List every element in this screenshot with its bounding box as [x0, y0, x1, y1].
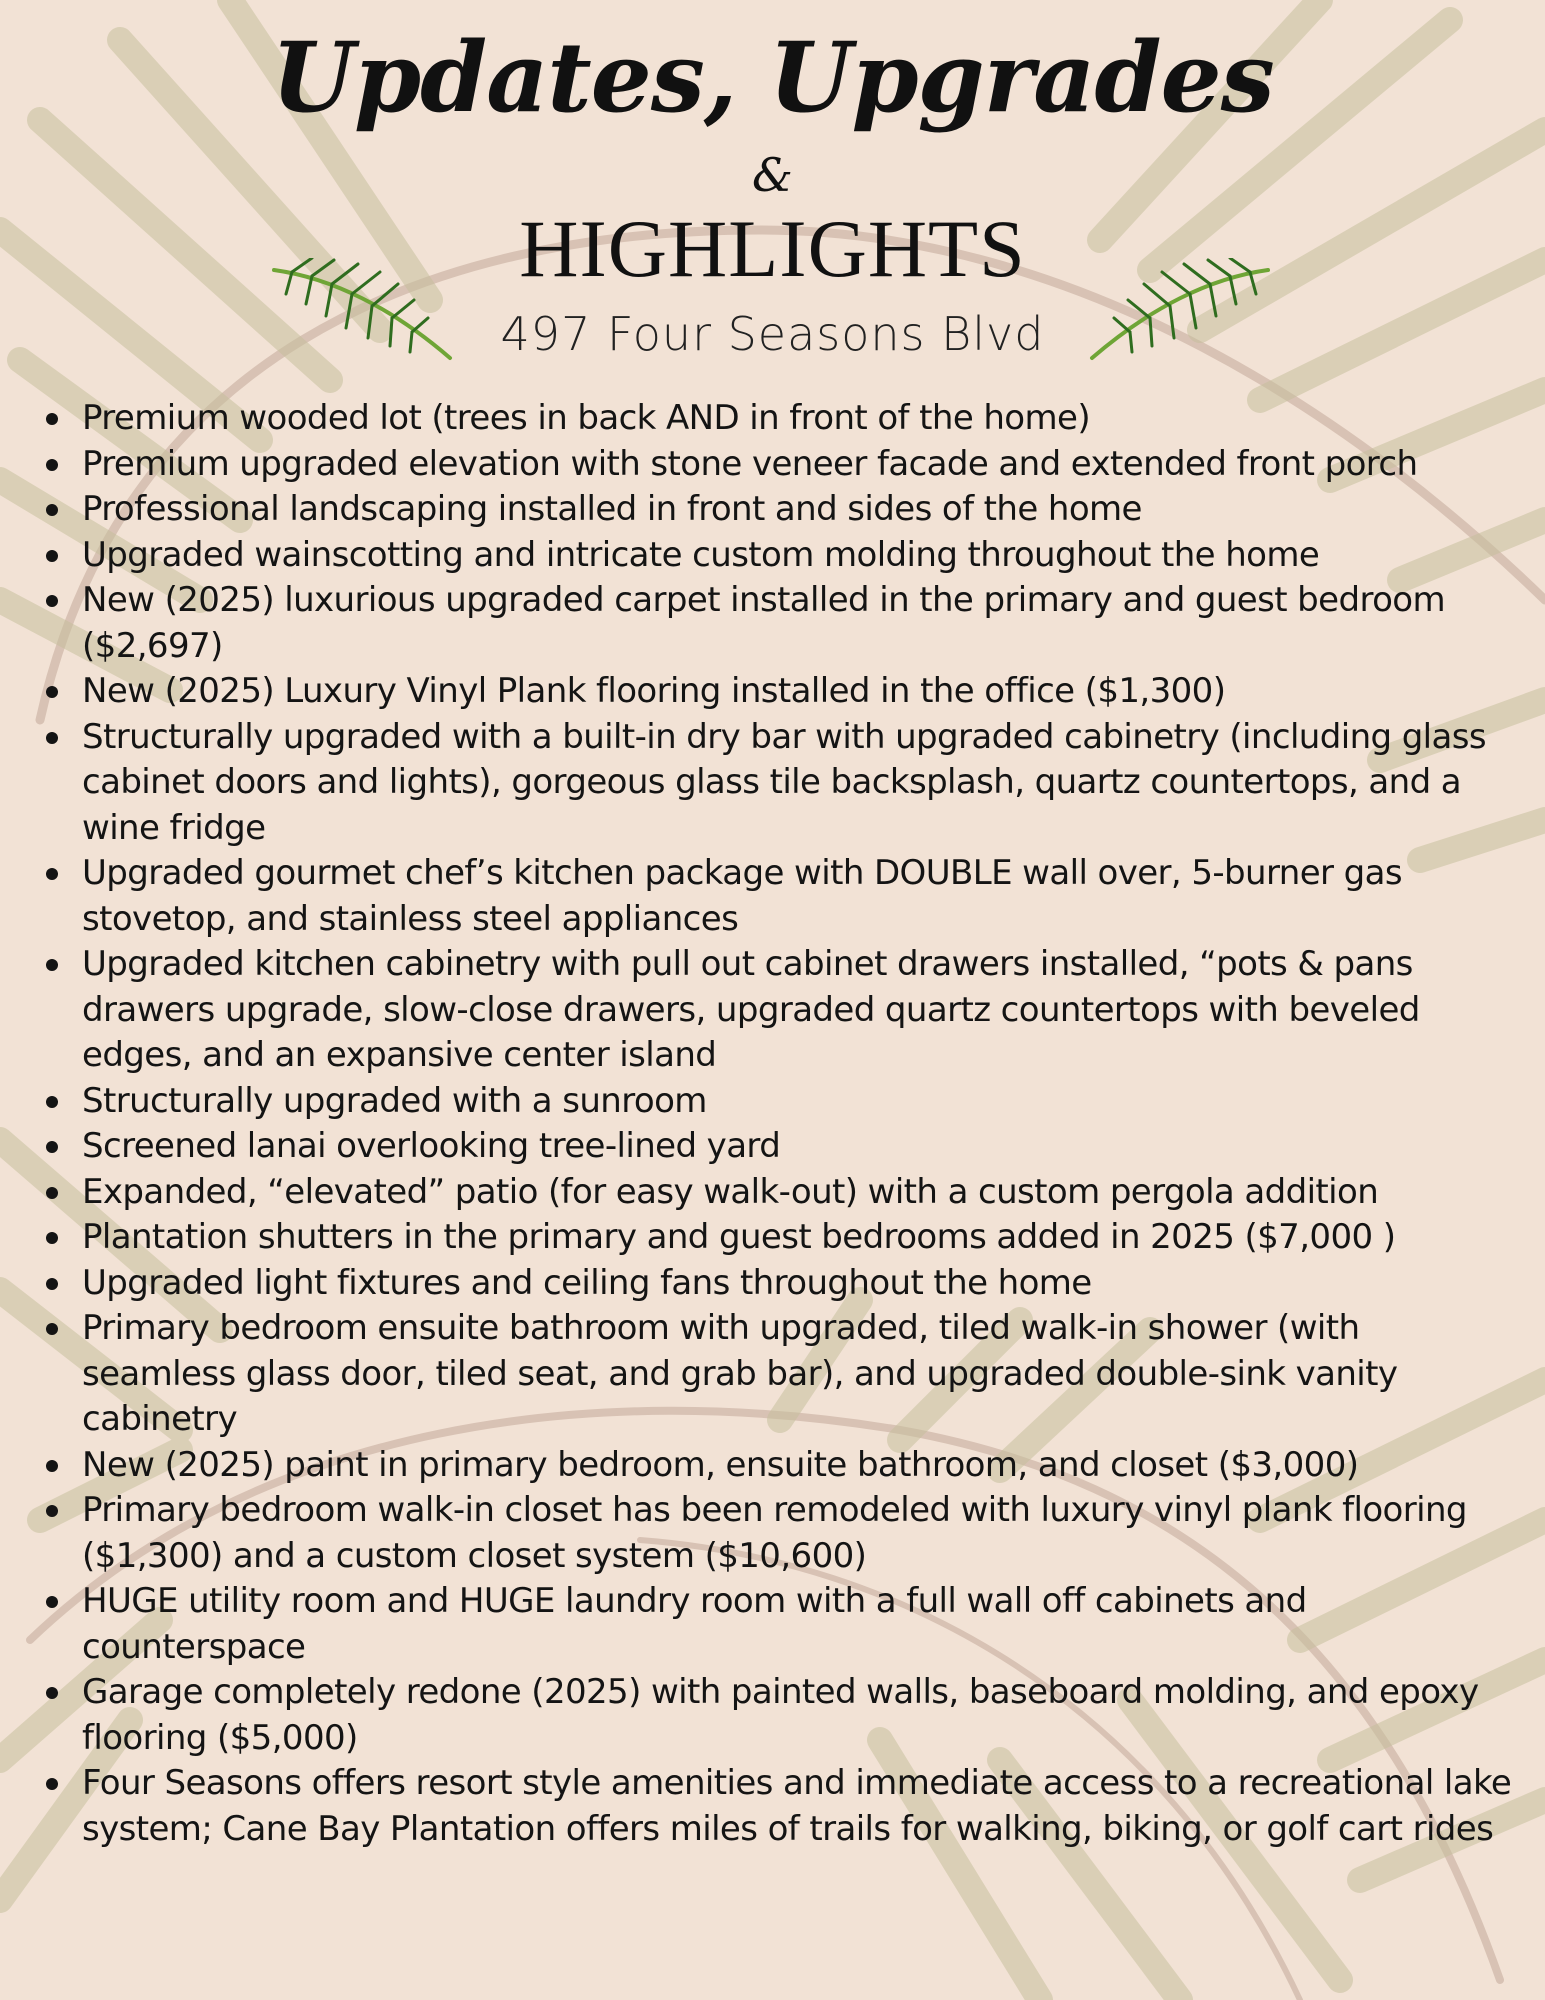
bullet-dot — [46, 459, 58, 471]
list-item-text: Primary bedroom ensuite bathroom with upgraded, tiled walk-in shower (with seamless glass door, tiled seat, and grab bar), and upgraded double-sink vanity cabinetry — [82, 1308, 1398, 1439]
bullet-dot — [46, 1141, 58, 1153]
title-highlights: HIGHLIGHTS — [519, 203, 1026, 294]
bullet-dot — [46, 1096, 58, 1108]
list-item-text: Expanded, “elevated” patio (for easy walk-out) with a custom pergola addition — [82, 1171, 1379, 1212]
bullet-dot — [46, 959, 58, 971]
list-item — [38, 1261, 1518, 1307]
bullet-dot — [46, 550, 58, 562]
list-item — [38, 1761, 1518, 1852]
list-item-text: New (2025) luxurious upgraded carpet installed in the primary and guest bedroom ($2,697) — [82, 580, 1446, 666]
title-ampersand: & — [752, 148, 793, 202]
bullet-dot — [46, 413, 58, 425]
list-item — [38, 715, 1518, 852]
list-item — [38, 442, 1518, 488]
list-item-text: Upgraded gourmet chef’s kitchen package with DOUBLE wall over, 5-burner gas stovetop, and stainless steel appliances — [82, 853, 1402, 939]
list-item-text: Plantation shutters in the primary and guest bedrooms added in 2025 ($7,000 ) — [82, 1217, 1396, 1257]
bullet-dot — [46, 1687, 58, 1699]
bullet-dot — [46, 1323, 58, 1335]
list-item-text: Upgraded light fixtures and ceiling fans throughout the home — [82, 1262, 1092, 1303]
list-item — [38, 942, 1518, 1079]
bullet-dot — [46, 504, 58, 516]
list-item — [38, 851, 1518, 942]
list-item — [38, 1488, 1518, 1579]
list-item — [38, 1443, 1518, 1489]
title-updates-upgrades: Updates, Upgrades — [271, 21, 1274, 134]
palm-frond-icon — [1080, 258, 1270, 368]
list-item-text: Primary bedroom walk-in closet has been remodeled with luxury vinyl plank flooring ($1,300) and a custom closet system ($10,600) — [82, 1490, 1467, 1576]
list-item — [38, 1215, 1518, 1261]
highlights-list — [38, 396, 1518, 1852]
list-item-text: Upgraded kitchen cabinetry with pull out cabinet drawers installed, “pots & pans drawers upgrade, slow-close drawers, upgraded quartz countertops with beveled edges, and an expansive center island — [82, 944, 1420, 1075]
bullet-dot — [46, 732, 58, 744]
list-item-text: Structurally upgraded with a built-in dry bar with upgraded cabinetry (including glass cabinet doors and lights), gorgeous glass tile backsplash, quartz countertops, and a wine fridge — [82, 716, 1486, 848]
list-item — [38, 1079, 1518, 1125]
bullet-dot — [46, 868, 58, 880]
list-item — [38, 1124, 1518, 1170]
list-item-text: Garage completely redone (2025) with painted walls, baseboard molding, and epoxy flooring ($5,000) — [82, 1672, 1479, 1758]
flyer-header — [0, 0, 1545, 390]
list-item — [38, 533, 1518, 579]
bullet-dot — [46, 1505, 58, 1517]
list-item — [38, 487, 1518, 533]
list-item — [38, 1579, 1518, 1670]
bullet-dot — [46, 1596, 58, 1608]
bullet-dot — [46, 1778, 58, 1790]
list-item — [38, 669, 1518, 715]
list-item — [38, 1170, 1518, 1216]
list-item-text: Four Seasons offers resort style amenities and immediate access to a recreational lake system; Cane Bay Plantation offers miles of trails for walking, biking, or golf cart rides — [82, 1763, 1512, 1849]
property-address: 497 Four Seasons Blvd — [500, 307, 1045, 361]
list-item-text: New (2025) paint in primary bedroom, ensuite bathroom, and closet ($3,000) — [82, 1444, 1359, 1485]
list-item — [38, 396, 1518, 442]
list-item — [38, 1670, 1518, 1761]
list-item-text: HUGE utility room and HUGE laundry room with a full wall off cabinets and counterspace — [82, 1581, 1307, 1667]
bullet-dot — [46, 595, 58, 607]
bullet-dot — [46, 1232, 58, 1244]
list-item-text: Premium wooded lot (trees in back AND in front of the home) — [82, 398, 1090, 438]
list-item-text: Structurally upgraded with a sunroom — [82, 1080, 707, 1121]
list-item-text: Premium upgraded elevation with stone veneer facade and extended front porch — [82, 443, 1418, 484]
bullet-dot — [46, 1460, 58, 1472]
list-item-text: Professional landscaping installed in front and sides of the home — [82, 489, 1142, 529]
bullet-dot — [46, 1278, 58, 1290]
list-item — [38, 1306, 1518, 1443]
list-item-text: New (2025) Luxury Vinyl Plank flooring installed in the office ($1,300) — [82, 671, 1226, 711]
bullet-dot — [46, 686, 58, 698]
bullet-dot — [46, 1187, 58, 1199]
list-item-text: Upgraded wainscotting and intricate custom molding throughout the home — [82, 534, 1320, 575]
list-item — [38, 578, 1518, 669]
list-item-text: Screened lanai overlooking tree-lined yard — [82, 1126, 781, 1166]
